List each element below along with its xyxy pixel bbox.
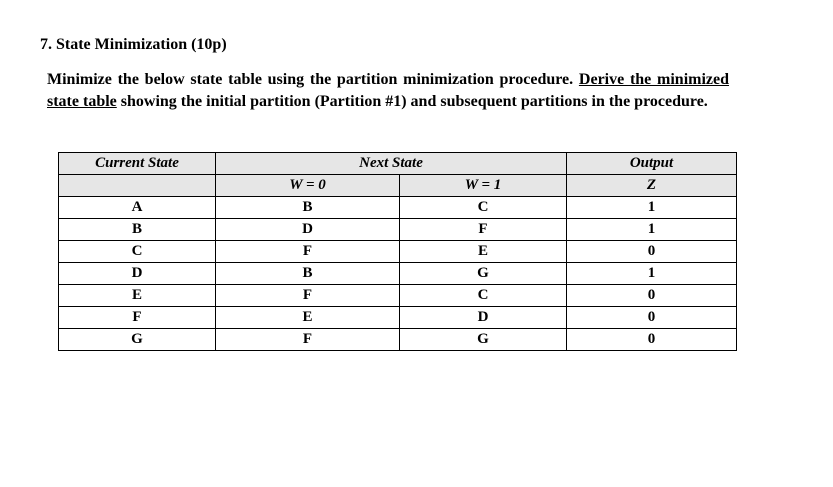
question-heading: 7. State Minimization (10p) xyxy=(40,36,227,53)
z-header: Z xyxy=(567,175,737,197)
cell-z: 1 xyxy=(567,197,737,219)
state-table xyxy=(58,152,737,351)
table-row xyxy=(59,263,737,285)
cell-w0: E xyxy=(216,307,400,329)
cell-state: F xyxy=(59,307,216,329)
cell-z: 0 xyxy=(567,285,737,307)
table-row xyxy=(59,219,737,241)
question-instruction xyxy=(47,69,729,112)
instruction-underlined-text: Derive the minimized state table xyxy=(47,71,730,110)
cell-w1: F xyxy=(400,219,567,241)
cell-w1: G xyxy=(400,329,567,351)
cell-z: 0 xyxy=(567,307,737,329)
table-row xyxy=(59,307,737,329)
instruction-text-2: showing the initial partition (Partition #1) and subsequent partitions in the procedure. xyxy=(116,92,708,110)
cell-w0: F xyxy=(216,241,400,263)
cell-w0: F xyxy=(216,329,400,351)
cell-w0: F xyxy=(216,285,400,307)
cell-w1: C xyxy=(400,285,567,307)
table-row xyxy=(59,329,737,351)
table-row xyxy=(59,285,737,307)
w1-header: W = 1 xyxy=(400,175,567,197)
cell-w0: D xyxy=(216,219,400,241)
cell-state: B xyxy=(59,219,216,241)
cell-z: 1 xyxy=(567,263,737,285)
current-state-subheader xyxy=(59,175,216,197)
state-table-subheader-row xyxy=(59,175,737,197)
table-row xyxy=(59,197,737,219)
output-header: Output xyxy=(567,153,737,175)
cell-w0: B xyxy=(216,197,400,219)
cell-w1: C xyxy=(400,197,567,219)
cell-w0: B xyxy=(216,263,400,285)
cell-w1: G xyxy=(400,263,567,285)
state-table-header-row xyxy=(59,153,737,175)
w0-header: W = 0 xyxy=(216,175,400,197)
cell-z: 0 xyxy=(567,241,737,263)
cell-w1: E xyxy=(400,241,567,263)
cell-state: E xyxy=(59,285,216,307)
instruction-text-1: Minimize the below state table using the partition minimization procedure. xyxy=(47,71,579,88)
cell-state: C xyxy=(59,241,216,263)
cell-state: A xyxy=(59,197,216,219)
table-row xyxy=(59,241,737,263)
cell-w1: D xyxy=(400,307,567,329)
cell-state: D xyxy=(59,263,216,285)
cell-z: 0 xyxy=(567,329,737,351)
current-state-header: Current State xyxy=(59,153,216,175)
next-state-header: Next State xyxy=(216,153,567,175)
cell-state: G xyxy=(59,329,216,351)
cell-z: 1 xyxy=(567,219,737,241)
